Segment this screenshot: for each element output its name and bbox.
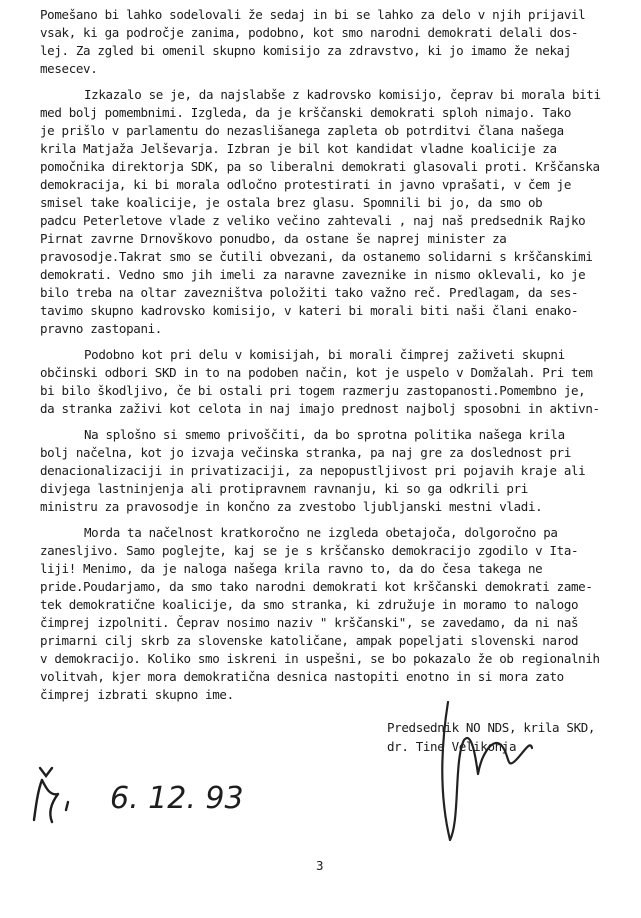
text-line: Pomešano bi lahko sodelovali že sedaj in bi se lahko za delo v njih prijavil: [40, 7, 586, 22]
text-line: pomočnika direktorja SDK, pa so liberalni demokrati glasovali proti. Krščanska: [40, 159, 600, 174]
text-line: primarni cilj skrb za slovenske katoličane, ampak popeljati slovenski narod: [40, 633, 579, 648]
paragraph: [40, 6, 608, 78]
text-line: lej. Za zgled bi omenil skupno komisijo za zdravstvo, ki jo imamo že nekaj: [40, 43, 571, 58]
signature-name: dr. Tine Velikonja: [387, 739, 517, 754]
text-line: liji! Menimo, da je naloga našega krila ravno to, da do česa takega ne: [40, 561, 543, 576]
text-line: čimprej izpolniti. Čeprav nosimo naziv " krščanski", se zavedamo, da ni naš: [40, 615, 579, 630]
text-line: mesecev.: [40, 61, 98, 76]
text-line: pride.Poudarjamo, da smo tako narodni demokrati kot krščanski demokrati zame-: [40, 579, 593, 594]
text-line: med bolj pomembnimi. Izgleda, da je krščanski demokrati sploh nimajo. Tako: [40, 105, 571, 120]
text-line: zanesljivo. Samo poglejte, kaj se je s krščansko demokracijo zgodilo v Ita-: [40, 543, 579, 558]
text-line: bilo treba na oltar zavezništva položiti tako važno reč. Predlagam, da ses-: [40, 285, 579, 300]
text-line: vsak, ki ga področje zanima, podobno, kot smo narodni demokrati delali dos-: [40, 25, 579, 40]
text-line: volitvah, kjer mora demokratična desnica nastopiti enotno in si mora zato: [40, 669, 564, 684]
text-line: Podobno kot pri delu v komisijah, bi morali čimprej zaživeti skupni: [84, 347, 565, 362]
paragraph: [40, 524, 608, 704]
page-number: 3: [316, 858, 324, 873]
text-line: padcu Peterletove vlade z veliko večino zahtevali , naj naš predsednik Rajko: [40, 213, 586, 228]
text-line: bolj načelna, kot jo izvaja večinska stranka, pa naj gre za doslednost pri: [40, 445, 571, 460]
text-line: krila Matjaža Jelševarja. Izbran je bil kot kandidat vladne koalicije za: [40, 141, 557, 156]
text-line: pravosodje.Takrat smo se čutili obvezani, da ostanemo solidarni s krščanskimi: [40, 249, 593, 264]
text-line: demokracija, ki bi morala odločno protestirati in javno vprašati, v čem je: [40, 177, 571, 192]
text-line: Morda ta načelnost kratkoročno ne izgleda obetajoča, dolgoročno pa: [84, 525, 558, 540]
handwritten-signature: [420, 700, 540, 850]
text-line: tek demokratične koalicije, da smo stranka, ki združuje in moramo to nalogo: [40, 597, 579, 612]
text-line: divjega lastninjenja ali protipravnem ravnanju, ki so ga odkrili pri: [40, 481, 528, 496]
paragraph: [40, 426, 608, 516]
text-line: Izkazalo se je, da najslabše z kadrovsko komisijo, čeprav bi morala biti: [84, 87, 601, 102]
text-line: občinski odbori SKD in to na podoben način, kot je uspelo v Domžalah. Pri tem: [40, 365, 593, 380]
text-line: je prišlo v parlamentu do nezaslišanega zapleta ob potrditvi člana našega: [40, 123, 564, 138]
text-line: Na splošno si smemo privoščiti, da bo sprotna politika našega krila: [84, 427, 565, 442]
text-line: pravno zastopani.: [40, 321, 162, 336]
handwritten-date: [28, 760, 278, 830]
text-line: ministru za pravosodje in končno za zvestobo ljubljanski mestni vladi.: [40, 499, 543, 514]
text-line: denacionalizaciji in privatizaciji, za nepopustljivost pri pojavih kraje ali: [40, 463, 586, 478]
text-line: smisel take koalicije, je ostala brez glasu. Spomnili bi jo, da smo ob: [40, 195, 543, 210]
paragraph: [40, 86, 608, 338]
text-line: čimprej izbrati skupno ime.: [40, 687, 234, 702]
text-line: v demokracijo. Koliko smo iskreni in uspešni, se bo pokazalo že ob regionalnih: [40, 651, 600, 666]
signature-title: Predsednik NO NDS, krila SKD,: [387, 720, 596, 735]
text-line: da stranka zaživi kot celota in naj imajo prednost najbolj sposobni in aktivn-: [40, 401, 600, 416]
text-line: demokrati. Vedno smo jih imeli za naravne zaveznike in nismo oklevali, ko je: [40, 267, 586, 282]
paragraph: [40, 346, 608, 418]
text-line: bi bilo škodljivo, če bi ostali pri togem razmerju zastopanosti.Pomembno je,: [40, 383, 586, 398]
text-line: tavimo skupno kadrovsko komisijo, v kateri bi morali biti naši člani enako-: [40, 303, 579, 318]
handwritten-date-text: 6. 12. 93: [110, 781, 244, 816]
text-line: Pirnat zavrne Drnovškovo ponudbo, da ostane še naprej minister za: [40, 231, 507, 246]
document-body: [40, 6, 608, 712]
